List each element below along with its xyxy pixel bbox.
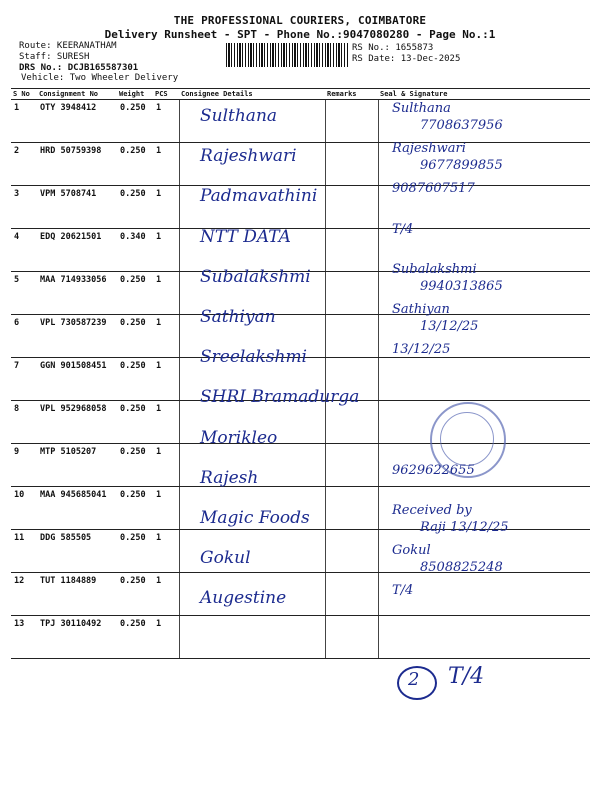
row-remarks-cell <box>325 487 378 530</box>
signature-handwriting: 9629622655 <box>392 462 475 478</box>
signature-handwriting: 9087607517 <box>392 181 475 197</box>
consignee-handwriting: SHRI Bramadurga <box>200 387 360 408</box>
row-weight: 0.250 <box>117 444 153 487</box>
row-weight: 0.250 <box>117 616 153 659</box>
row-pcs: 1 <box>153 229 179 272</box>
table-row <box>11 573 590 616</box>
circled-number-text: 2 <box>408 669 420 690</box>
row-sno: 11 <box>11 530 37 573</box>
row-consignment-no: EDQ 20621501 <box>37 229 117 272</box>
row-sno: 2 <box>11 143 37 186</box>
table-row <box>11 100 590 143</box>
row-weight: 0.250 <box>117 143 153 186</box>
row-consignment-no: VPM 5708741 <box>37 186 117 229</box>
signature-handwriting-line2: 9677899855 <box>420 158 503 174</box>
row-pcs: 1 <box>153 100 179 143</box>
row-consignment-no: HRD 50759398 <box>37 143 117 186</box>
row-remarks-cell <box>325 272 378 315</box>
row-sno: 5 <box>11 272 37 315</box>
row-remarks-cell <box>325 530 378 573</box>
signature-handwriting: Rajeshwari <box>392 141 466 157</box>
table-row <box>11 616 590 659</box>
row-sno: 8 <box>11 401 37 444</box>
row-weight: 0.250 <box>117 358 153 401</box>
signature-handwriting-line2: 9940313865 <box>420 278 503 294</box>
row-pcs: 1 <box>153 487 179 530</box>
row-consignment-no: TUT 1184889 <box>37 573 117 616</box>
row-sno: 4 <box>11 229 37 272</box>
col-seal: Seal & Signature <box>378 89 590 100</box>
row-remarks-cell <box>325 444 378 487</box>
row-remarks-cell <box>325 573 378 616</box>
row-weight: 0.340 <box>117 229 153 272</box>
company-title: THE PROFESSIONAL COURIERS, COIMBATORE <box>173 14 427 27</box>
barcode <box>226 43 348 67</box>
consignee-handwriting: Magic Foods <box>200 508 310 528</box>
row-consignment-no: VPL 730587239 <box>37 315 117 358</box>
signature-handwriting: Sulthana <box>392 101 451 116</box>
row-sno: 10 <box>11 487 37 530</box>
table-row <box>11 229 590 272</box>
row-pcs: 1 <box>153 143 179 186</box>
row-weight: 0.250 <box>117 186 153 229</box>
row-sno: 9 <box>11 444 37 487</box>
row-consignment-no: MTP 5105207 <box>37 444 117 487</box>
row-pcs: 1 <box>153 272 179 315</box>
row-seal-cell <box>378 358 590 401</box>
consignee-handwriting: Rajesh <box>200 467 259 488</box>
row-weight: 0.250 <box>117 401 153 444</box>
row-remarks-cell <box>325 186 378 229</box>
consignee-handwriting: Sreelakshmi <box>200 347 307 368</box>
footer-note: T/4 <box>448 664 485 689</box>
table-row <box>11 143 590 186</box>
row-sno: 7 <box>11 358 37 401</box>
signature-handwriting: 13/12/25 <box>392 342 451 358</box>
col-sno: S No <box>11 89 37 100</box>
row-weight: 0.250 <box>117 487 153 530</box>
col-pcs: PCS <box>153 89 179 100</box>
col-consignee: Consignee Details <box>179 89 325 100</box>
row-pcs: 1 <box>153 444 179 487</box>
consignee-handwriting: Rajeshwari <box>200 146 297 167</box>
row-sno: 6 <box>11 315 37 358</box>
consignee-handwriting: Gokul <box>200 548 251 569</box>
staff-label: Staff: SURESH <box>19 52 90 62</box>
signature-handwriting: Sathiyan <box>392 302 450 317</box>
row-sno: 13 <box>11 616 37 659</box>
row-consignment-no: DDG 585505 <box>37 530 117 573</box>
row-remarks-cell <box>325 143 378 186</box>
row-pcs: 1 <box>153 315 179 358</box>
row-consignment-no: GGN 901508451 <box>37 358 117 401</box>
signature-handwriting-line2: 7708637956 <box>420 118 503 133</box>
consignee-handwriting: Augestine <box>200 588 287 609</box>
row-seal-cell <box>378 616 590 659</box>
signature-handwriting: Received by <box>392 503 472 518</box>
consignee-handwriting: Subalakshmi <box>200 266 311 287</box>
row-weight: 0.250 <box>117 315 153 358</box>
row-sno: 12 <box>11 573 37 616</box>
row-consignment-no: TPJ 30110492 <box>37 616 117 659</box>
col-consignment: Consignment No <box>37 89 117 100</box>
rs-number: RS No.: 1655873 <box>352 43 434 53</box>
row-sno: 3 <box>11 186 37 229</box>
col-remarks: Remarks <box>325 89 378 100</box>
row-consignment-no: MAA 714933056 <box>37 272 117 315</box>
row-remarks-cell <box>325 100 378 143</box>
row-weight: 0.250 <box>117 530 153 573</box>
row-pcs: 1 <box>153 358 179 401</box>
route-label: Route: KEERANATHAM <box>19 41 117 51</box>
row-remarks-cell <box>325 315 378 358</box>
vehicle-label: Vehicle: Two Wheeler Delivery <box>21 73 179 83</box>
consignee-handwriting: Sulthana <box>200 106 278 126</box>
row-pcs: 1 <box>153 401 179 444</box>
row-pcs: 1 <box>153 186 179 229</box>
row-weight: 0.250 <box>117 100 153 143</box>
row-remarks-cell <box>325 229 378 272</box>
runsheet-subtitle: Delivery Runsheet - SPT - Phone No.:9047080280 - Page No.:1 <box>104 28 496 41</box>
rs-date: RS Date: 13-Dec-2025 <box>352 54 461 64</box>
signature-handwriting: Subalakshmi <box>392 261 477 277</box>
table-row <box>11 530 590 573</box>
row-sno: 1 <box>11 100 37 143</box>
signature-handwriting-line2: Raji 13/12/25 <box>420 520 509 535</box>
row-pcs: 1 <box>153 616 179 659</box>
row-pcs: 1 <box>153 573 179 616</box>
signature-handwriting: T/4 <box>392 221 414 237</box>
row-consignee-cell <box>179 616 325 659</box>
row-consignment-no: OTY 3948412 <box>37 100 117 143</box>
row-consignment-no: MAA 945685041 <box>37 487 117 530</box>
runsheet-table <box>11 88 590 659</box>
signature-handwriting-line2: 8508825248 <box>420 560 503 576</box>
consignee-handwriting: NTT DATA <box>200 226 291 247</box>
row-remarks-cell <box>325 616 378 659</box>
row-consignment-no: VPL 952968058 <box>37 401 117 444</box>
consignee-handwriting: Padmavathini <box>200 186 318 207</box>
consignee-handwriting: Sathiyan <box>200 307 276 327</box>
row-weight: 0.250 <box>117 573 153 616</box>
signature-handwriting: T/4 <box>392 583 414 599</box>
signature-handwriting-line2: 13/12/25 <box>420 319 479 334</box>
consignee-handwriting: Morikleo <box>200 427 278 448</box>
row-weight: 0.250 <box>117 272 153 315</box>
drs-label: DRS No.: DCJB165587301 <box>19 63 139 73</box>
signature-handwriting: Gokul <box>392 543 431 559</box>
col-weight: Weight <box>117 89 153 100</box>
row-pcs: 1 <box>153 530 179 573</box>
table-header <box>11 89 590 100</box>
